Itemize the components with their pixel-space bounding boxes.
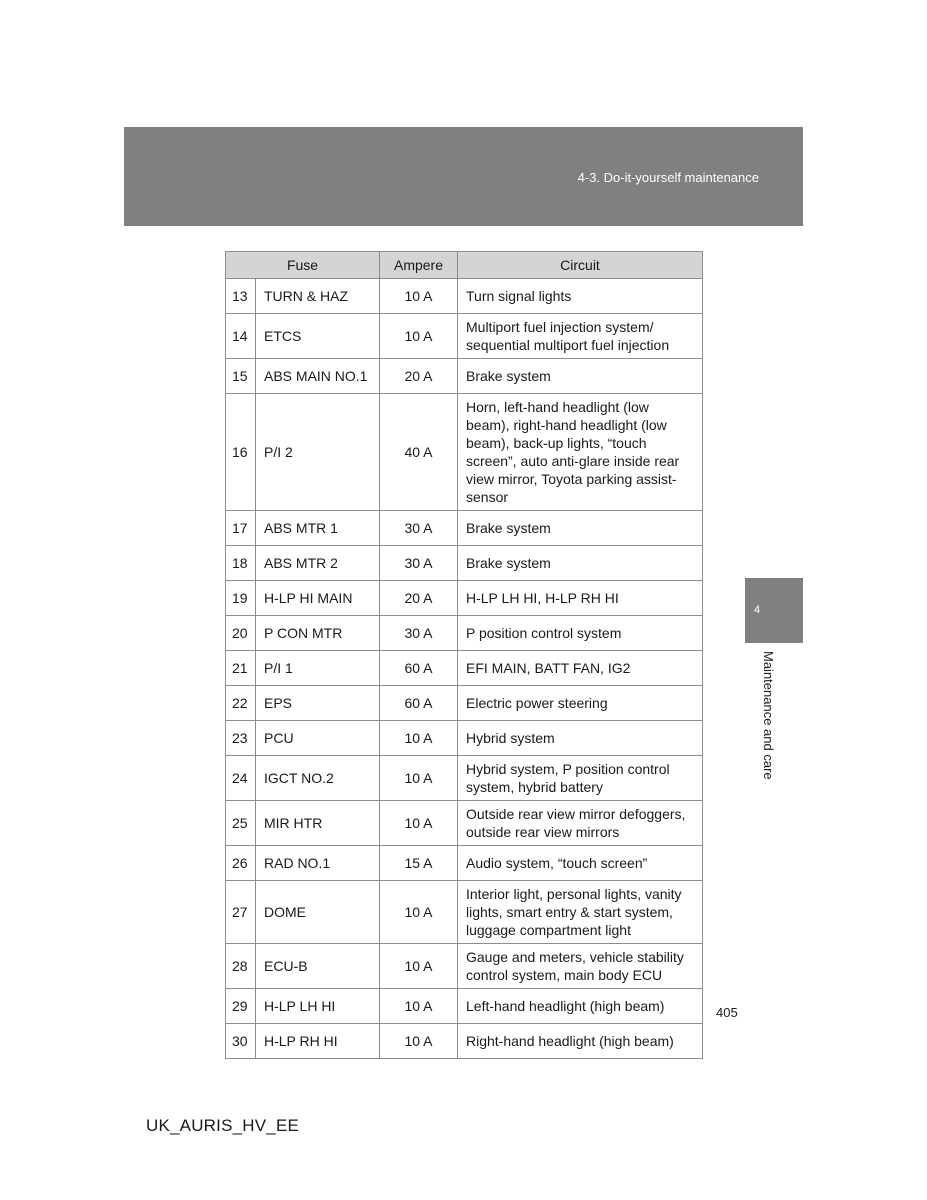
circuit-cell: P position control system: [458, 616, 703, 651]
circuit-cell: Electric power steering: [458, 686, 703, 721]
ampere-cell: 10 A: [380, 279, 458, 314]
fuse-name-cell: ABS MTR 1: [256, 511, 380, 546]
ampere-cell: 15 A: [380, 846, 458, 881]
table-row: [226, 801, 703, 846]
table-row: [226, 359, 703, 394]
ampere-cell: 10 A: [380, 944, 458, 989]
fuse-number-cell: 19: [226, 581, 256, 616]
section-title: 4-3. Do-it-yourself maintenance: [577, 170, 759, 185]
document-code: UK_AURIS_HV_EE: [146, 1116, 300, 1135]
ampere-cell: 10 A: [380, 314, 458, 359]
ampere-cell: 40 A: [380, 394, 458, 511]
circuit-cell: Multiport fuel injection system/ sequential multiport fuel injection: [458, 314, 703, 359]
table-row: [226, 651, 703, 686]
table-row: [226, 944, 703, 989]
header-band: [124, 127, 803, 226]
circuit-cell: Brake system: [458, 511, 703, 546]
table-row: [226, 756, 703, 801]
chapter-label: Maintenance and care: [761, 651, 776, 780]
fuse-number-cell: 21: [226, 651, 256, 686]
fuse-name-cell: DOME: [256, 881, 380, 944]
fuse-number-cell: 25: [226, 801, 256, 846]
fuse-number-cell: 16: [226, 394, 256, 511]
circuit-cell: Right-hand headlight (high beam): [458, 1024, 703, 1059]
circuit-cell: Audio system, “touch screen”: [458, 846, 703, 881]
fuse-name-cell: IGCT NO.2: [256, 756, 380, 801]
table-row: [226, 686, 703, 721]
chapter-number: 4: [754, 604, 761, 616]
ampere-cell: 30 A: [380, 616, 458, 651]
fuse-name-cell: P CON MTR: [256, 616, 380, 651]
fuse-name-cell: MIR HTR: [256, 801, 380, 846]
page-number: 405: [716, 1005, 738, 1020]
table-row: [226, 616, 703, 651]
header-ampere: Ampere: [380, 252, 458, 279]
header-fuse: Fuse: [226, 252, 380, 279]
table-row: [226, 279, 703, 314]
fuse-number-cell: 26: [226, 846, 256, 881]
circuit-cell: Left-hand headlight (high beam): [458, 989, 703, 1024]
fuse-name-cell: P/I 1: [256, 651, 380, 686]
table-row: [226, 314, 703, 359]
fuse-name-cell: H-LP LH HI: [256, 989, 380, 1024]
ampere-cell: 10 A: [380, 881, 458, 944]
table-row: [226, 989, 703, 1024]
ampere-cell: 60 A: [380, 651, 458, 686]
ampere-cell: 10 A: [380, 1024, 458, 1059]
fuse-name-cell: P/I 2: [256, 394, 380, 511]
table-row: [226, 546, 703, 581]
circuit-cell: Horn, left-hand headlight (low beam), right-hand headlight (low beam), back-up lights, “touch screen”, auto anti-glare inside rear view mirror, Toyota parking assist-sensor: [458, 394, 703, 511]
fuse-name-cell: EPS: [256, 686, 380, 721]
table-header-row: [226, 252, 703, 279]
ampere-cell: 30 A: [380, 511, 458, 546]
fuse-number-cell: 17: [226, 511, 256, 546]
fuse-number-cell: 15: [226, 359, 256, 394]
ampere-cell: 10 A: [380, 721, 458, 756]
table-row: [226, 511, 703, 546]
ampere-cell: 20 A: [380, 359, 458, 394]
circuit-cell: EFI MAIN, BATT FAN, IG2: [458, 651, 703, 686]
ampere-cell: 20 A: [380, 581, 458, 616]
circuit-cell: Hybrid system: [458, 721, 703, 756]
circuit-cell: Outside rear view mirror defoggers, outside rear view mirrors: [458, 801, 703, 846]
table-row: [226, 581, 703, 616]
fuse-name-cell: ETCS: [256, 314, 380, 359]
circuit-cell: Hybrid system, P position control system, hybrid battery: [458, 756, 703, 801]
ampere-cell: 60 A: [380, 686, 458, 721]
circuit-cell: Brake system: [458, 546, 703, 581]
fuse-number-cell: 30: [226, 1024, 256, 1059]
fuse-number-cell: 13: [226, 279, 256, 314]
circuit-cell: Gauge and meters, vehicle stability control system, main body ECU: [458, 944, 703, 989]
fuse-name-cell: ABS MTR 2: [256, 546, 380, 581]
fuse-name-cell: PCU: [256, 721, 380, 756]
ampere-cell: 10 A: [380, 801, 458, 846]
header-circuit: Circuit: [458, 252, 703, 279]
fuse-name-cell: ECU-B: [256, 944, 380, 989]
table-row: [226, 846, 703, 881]
fuse-name-cell: RAD NO.1: [256, 846, 380, 881]
ampere-cell: 30 A: [380, 546, 458, 581]
table-row: [226, 394, 703, 511]
fuse-name-cell: TURN & HAZ: [256, 279, 380, 314]
table-row: [226, 881, 703, 944]
fuse-number-cell: 14: [226, 314, 256, 359]
fuse-number-cell: 27: [226, 881, 256, 944]
fuse-number-cell: 29: [226, 989, 256, 1024]
table-row: [226, 1024, 703, 1059]
ampere-cell: 10 A: [380, 989, 458, 1024]
fuse-name-cell: H-LP RH HI: [256, 1024, 380, 1059]
circuit-cell: Brake system: [458, 359, 703, 394]
circuit-cell: Turn signal lights: [458, 279, 703, 314]
fuse-name-cell: ABS MAIN NO.1: [256, 359, 380, 394]
fuse-number-cell: 20: [226, 616, 256, 651]
fuse-number-cell: 23: [226, 721, 256, 756]
fuse-number-cell: 28: [226, 944, 256, 989]
table-row: [226, 721, 703, 756]
ampere-cell: 10 A: [380, 756, 458, 801]
circuit-cell: Interior light, personal lights, vanity lights, smart entry & start system, luggage compartment light: [458, 881, 703, 944]
fuse-number-cell: 18: [226, 546, 256, 581]
fuse-number-cell: 22: [226, 686, 256, 721]
table-body: [226, 279, 703, 1059]
circuit-cell: H-LP LH HI, H-LP RH HI: [458, 581, 703, 616]
fuse-table: [225, 251, 703, 1059]
fuse-name-cell: H-LP HI MAIN: [256, 581, 380, 616]
fuse-number-cell: 24: [226, 756, 256, 801]
chapter-tab: [745, 578, 803, 643]
